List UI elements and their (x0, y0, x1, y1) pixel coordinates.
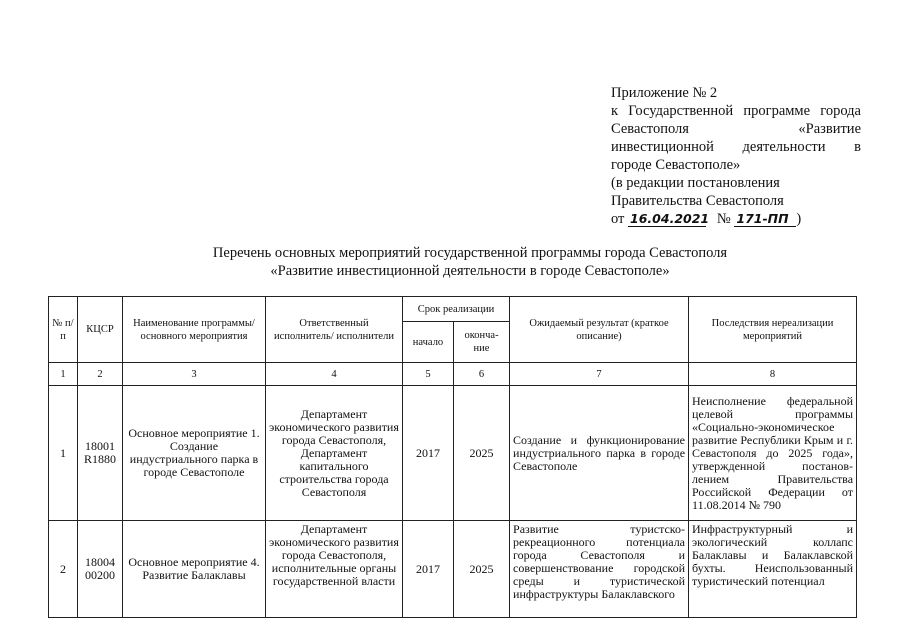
column-number: 2 (78, 363, 123, 386)
column-number: 6 (454, 363, 510, 386)
row-start: 2017 (403, 521, 454, 618)
row-end: 2025 (454, 386, 510, 521)
appendix-line: городе Севастополе» (611, 157, 741, 173)
title-line-1: Перечень основных мероприятий государственной программы города Севастополя (212, 245, 728, 261)
document-title (90, 244, 850, 280)
column-number: 1 (49, 363, 78, 386)
appendix-line: (в редакции постановления (611, 175, 780, 191)
row-end: 2025 (454, 521, 510, 618)
row-name: Основное мероприятие 4. Развитие Балаклавы (123, 521, 266, 618)
row-name: Основное мероприятие 1. Создание индустриального парка в городе Севастополе (123, 386, 266, 521)
header-kcsr: КЦСР (78, 297, 123, 363)
column-number: 8 (689, 363, 857, 386)
table-row (49, 386, 857, 521)
header-result: Ожидаемый результат (краткое описание) (510, 297, 689, 363)
activities-table (48, 296, 857, 618)
row-num: 1 (49, 386, 78, 521)
row-start: 2017 (403, 386, 454, 521)
table-row (49, 521, 857, 618)
header-name: Наименование программы/основного мероприятия (123, 297, 266, 363)
appendix-line: инвестиционной деятельности в (611, 139, 861, 155)
header-start: начало (403, 322, 454, 363)
row-consequences: Инфраструктурный и экологический коллапс Балаклавы и Балаклавской бухты. Неиспользованный туристический потенциал (689, 521, 857, 618)
column-number: 7 (510, 363, 689, 386)
header-end: оконча-ние (454, 322, 510, 363)
appendix-line: Севастополя «Развитие (611, 121, 861, 137)
header-executor: Ответственный исполнитель/ исполнители (266, 297, 403, 363)
column-number: 5 (403, 363, 454, 386)
appendix-line: к Государственной программе города (611, 103, 861, 119)
close-paren: ) (796, 211, 802, 227)
number-label: № (716, 211, 731, 227)
table-header-row (49, 297, 857, 322)
column-number-row (49, 363, 857, 386)
appendix-line: Приложение № 2 (611, 85, 718, 101)
resolution-reference (611, 210, 861, 228)
row-executor: Департамент экономического развития города Севастополя, исполнительные органы государственной власти (266, 521, 403, 618)
row-result: Развитие туристско-рекреационного потенциала города Севастополя и совершенствование городской среды и туристической инфраструктуры Балаклавского (510, 521, 689, 618)
column-number: 4 (266, 363, 403, 386)
resolution-date: 16.04.2021 (630, 211, 710, 226)
row-kcsr: 18004 00200 (78, 521, 123, 618)
resolution-number: 171-ПП (734, 211, 796, 227)
appendix-line: Правительства Севастополя (611, 193, 784, 209)
header-num: № п/п (49, 297, 78, 363)
from-label: от (611, 211, 625, 227)
column-number: 3 (123, 363, 266, 386)
row-executor: Департамент экономического развития города Севастополя, Департамент капитального строительства города Севастополя (266, 386, 403, 521)
row-consequences: Неисполнение федеральной целевой программы «Социально-экономическое развитие Республики Крым и г. Севастополя до 2025 года», утвержденной постанов-лением Правительства Российской Федерации от 11.08.2014 № 790 (689, 386, 857, 521)
row-num: 2 (49, 521, 78, 618)
row-kcsr: 18001 R1880 (78, 386, 123, 521)
header-consequences: Последствия нереализации мероприятий (689, 297, 857, 363)
row-result: Создание и функционирование индустриального парка в городе Севастополе (510, 386, 689, 521)
appendix-block (611, 84, 861, 228)
header-period: Срок реализации (403, 297, 510, 322)
title-line-2: «Развитие инвестиционной деятельности в городе Севастополе» (270, 263, 670, 279)
